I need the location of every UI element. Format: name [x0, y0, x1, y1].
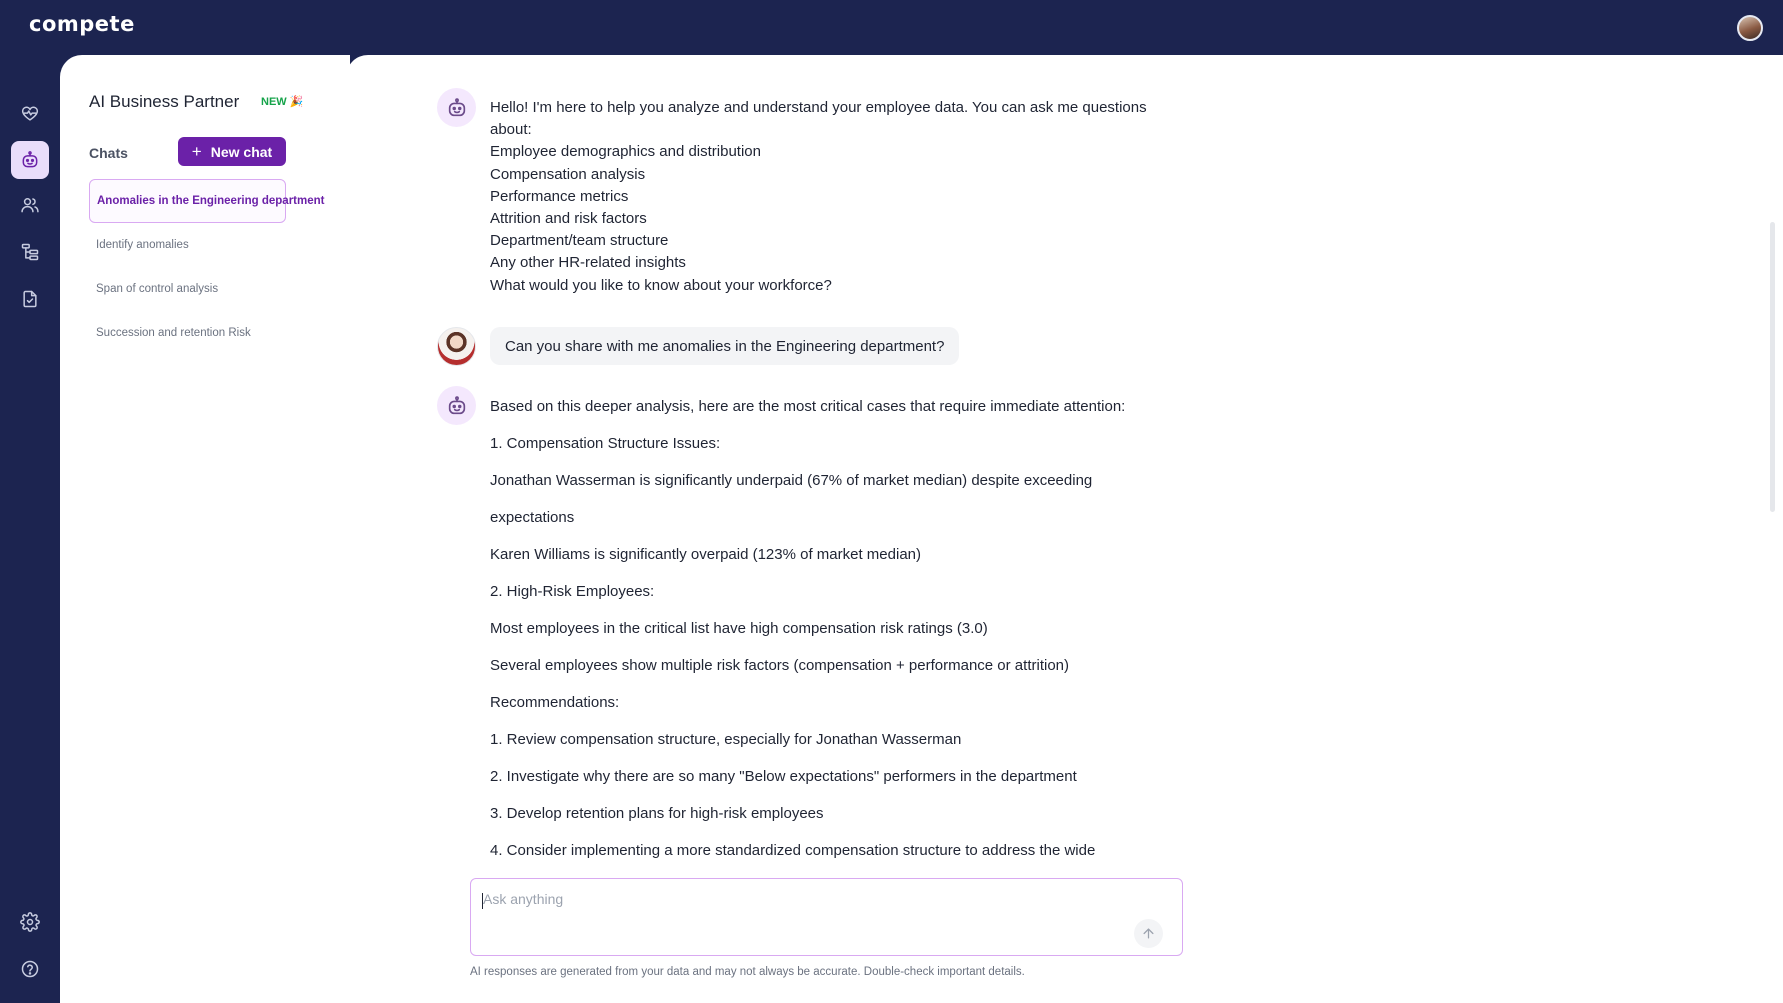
message-line: Attrition and risk factors: [490, 210, 647, 228]
assistant-message-intro: [490, 97, 1150, 297]
scrollbar[interactable]: [1770, 222, 1775, 512]
send-button[interactable]: [1134, 919, 1163, 948]
message-line: Jonathan Wasserman is significantly underpaid (67% of market median) despite exceeding: [490, 472, 1093, 489]
nav-settings[interactable]: [11, 903, 49, 941]
bot-icon: [446, 395, 468, 417]
arrow-up-icon: [1141, 926, 1156, 941]
user-avatar: [437, 327, 476, 366]
bot-icon: [446, 97, 468, 119]
ask-anything-input[interactable]: [483, 891, 1083, 907]
chats-label: Chats: [89, 145, 128, 161]
message-line: What would you like to know about your workforce?: [490, 276, 832, 294]
message-line: Several employees show multiple risk factors (compensation + performance or attrition): [490, 657, 1069, 674]
message-line: 1. Review compensation structure, especially for Jonathan Wasserman: [490, 731, 962, 748]
message-line: Hello! I'm here to help you analyze and understand your employee data. You can ask me questions about:: [490, 99, 1147, 139]
message-line: 2. Investigate why there are so many "Below expectations" performers in the department: [490, 768, 1077, 785]
message-line: Performance metrics: [490, 187, 629, 205]
message-line: 3. Develop retention plans for high-risk employees: [490, 805, 824, 822]
chat-item-label: Succession and retention Risk: [96, 327, 251, 339]
document-check-icon: [20, 289, 40, 309]
message-line: Recommendations:: [490, 694, 620, 711]
help-icon: [20, 959, 40, 979]
message-line: Department/team structure: [490, 232, 669, 250]
chat-item-anomalies-engineering[interactable]: [89, 179, 325, 223]
message-line: 2. High-Risk Employees:: [490, 583, 655, 600]
new-badge: NEW 🎉: [261, 96, 304, 108]
message-line: Karen Williams is significantly overpaid (123% of market median): [490, 546, 922, 563]
message-line: Employee demographics and distribution: [490, 143, 761, 161]
message-line: Based on this deeper analysis, here are the most critical cases that require immediate attention:: [490, 398, 1126, 415]
rail-navigation: [0, 55, 60, 1003]
nav-people[interactable]: [11, 186, 49, 224]
chat-history-panel: [60, 55, 350, 1003]
nav-ai-partner[interactable]: [11, 141, 49, 179]
chat-item-label: Span of control analysis: [96, 283, 219, 295]
new-chat-button[interactable]: [178, 137, 286, 166]
message-line: Any other HR-related insights: [490, 254, 686, 272]
panel-title: AI Business Partner: [89, 92, 240, 111]
ai-disclaimer: AI responses are generated from your data and may not always be accurate. Double-check important details.: [470, 966, 1025, 978]
chat-item-span-of-control[interactable]: [89, 267, 286, 311]
nav-org-chart[interactable]: [11, 233, 49, 271]
nav-reviews[interactable]: [11, 280, 49, 318]
users-icon: [20, 195, 40, 215]
plus-icon: +: [191, 142, 202, 161]
chat-item-label: Identify anomalies: [96, 239, 189, 251]
message-line: Compensation analysis: [490, 165, 646, 183]
assistant-message-reply: [490, 396, 1210, 877]
brand-logo[interactable]: compete: [29, 12, 135, 36]
chat-item-identify-anomalies[interactable]: [89, 223, 286, 267]
chat-item-succession-retention[interactable]: [89, 311, 286, 355]
message-line: 1. Compensation Structure Issues:: [490, 435, 721, 452]
message-composer: [470, 878, 1183, 956]
new-chat-label: New chat: [210, 143, 273, 160]
top-bar: [0, 0, 1783, 55]
org-chart-icon: [20, 242, 40, 262]
assistant-avatar: [437, 386, 476, 425]
message-line: Most employees in the critical list have high compensation risk ratings (3.0): [490, 620, 988, 637]
message-line: expectations: [490, 509, 575, 526]
nav-health[interactable]: [11, 95, 49, 133]
assistant-avatar: [437, 88, 476, 127]
account-avatar[interactable]: [1737, 15, 1763, 41]
chat-item-label: Anomalies in the Engineering department: [97, 195, 325, 207]
user-message: Can you share with me anomalies in the Engineering department?: [490, 327, 959, 365]
gear-icon: [20, 912, 40, 932]
bot-icon: [20, 150, 40, 170]
nav-help[interactable]: [11, 950, 49, 988]
heart-pulse-icon: [20, 104, 40, 124]
message-line: 4. Consider implementing a more standardized compensation structure to address the wide: [490, 842, 1096, 859]
